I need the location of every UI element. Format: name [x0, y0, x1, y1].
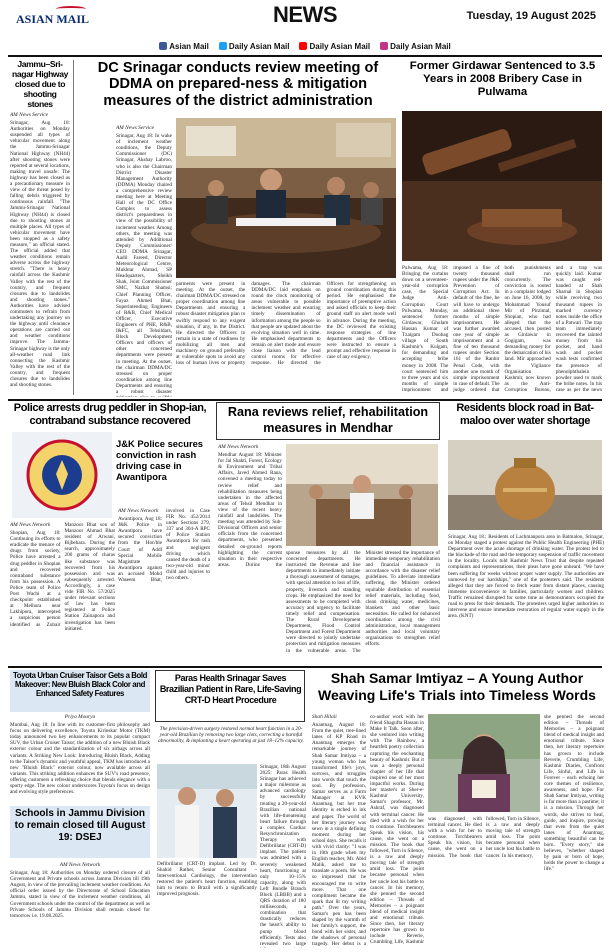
shah-headline: Shah Samar Imtiyaz – A Young Author Weaving Life's Trials into Timeless Words: [318, 670, 596, 703]
girdawar-photo: [402, 111, 602, 261]
toyota-headline-box: [10, 670, 150, 712]
top-section-rule: [8, 399, 602, 401]
lead-text-continued: parments were present in meeting. At the outset, the chairman DDMA/DC stressed on proper coordination among line Departments and ensuring a robust disaster mitigation plan to swiftly respond to any exigent situation, if any, in the District. He directed the Officers to remain in a state of readiness by mobilizing all men and machinery on ground preferably at vulnerable spots to avoid any loss of human lives or property damages. The chairman DDMA/DC laid emphasis on round the clock monitoring of areas vulnerable to possible inclement weather and ensuring timely dissemination of information among the people so that people are updated about the evolving situation well in time. He emphasised departments to remain on alert mode and ensure close liaison with the lead control rooms for effective response. He directed the Officers for strengthening on ground coordination during this period. He emphasised the importance of preemptive action and asked officials to keep their ground staff on alert mode well in advance. During the meeting, the DC reviewed the existing response strategies of line departments and the Officers were instructed to ensure a prompt and effective response in case of any exigency.: [176, 281, 396, 367]
avantipora-headline: J&K Police secures conviction in rash driving case in Awantipora: [116, 438, 204, 482]
gavel-photo: [402, 111, 602, 261]
schools-headline-box: [10, 806, 150, 858]
lead-headline: DC Srinagar conducts review meeting of DDMA on prepared-ness & mitigation measures of the district administration: [97, 60, 379, 109]
police-logo-photo: [12, 432, 112, 518]
youtube-icon: [299, 42, 307, 50]
highway-text: Srinagar, Aug 18: Authorities on Monday suspended all types of vehicular movement along the Jammu-Srinagar National Highway (NH44) after shooting stones were reported at several locations, making travel unsafe. The highway has been closed as a precautionary measure in view of the threat posed by falling debris triggered by continuous rainfall. "The Jammu-Srinagar National Highway (NH44) is closed due to shooting stones at multiple places. All types of vehicular movement have been stopped as a safety measure," an official stated. The official added that weather conditions remain adverse across the highway stretch. "There is heavy rainfall across the Kashmir Valley with the rest of the country, and frequent closures due to landslides and shooting stones." Authorities have advised commuters to refrain from undertaking any journey on the highway until clearance operations are carried out and weather conditions improve. The Jammu-Srinagar highway is the only all-weather road link connecting the Kashmir Valley with the rest of the country, and frequent closures due to landslides and shooting stones.: [10, 120, 70, 389]
paras-caption: Defibrillator (CRT-D) implant. Led by Dr. Shahid Rather, Senior Consultant – Interventional Cardiology, the intervention restored the patient's heart function, enabling him to return to Brazil with a significantly improved prognosis.: [157, 861, 257, 898]
shopian-byline: AM News Network: [10, 522, 51, 528]
meeting-photo: [176, 118, 396, 278]
facebook-link[interactable]: Asian Mail: [159, 39, 209, 53]
batmaloo-text: Srinagar, Aug 18.: Residents of Lachmanpora area in Batmaloo, Srinagar, on Monday staged a protest against the Public Health Engineering (PHE) Department over the acute shortage of drinking water. The protest led to the blockade of the road and the temporary suspension of traffic movement in the locality. Locals told Kashmir News Trust that despite repeated complaints and representations, their pleas have gone unheard. "We have been suffering for weeks without proper water supply. The authorities are unmoved by our hardships," one of the protesters said. The residents alleged that they are forced to fetch water from distant places, causing immense inconvenience to families, particularly women and children. Traffic remained disrupted for some time as demonstrators occupied the road to press for their demands. The protesters urged higher authorities to intervene and ensure immediate restoration of regular water supply in the area. (KNT): [448, 534, 604, 620]
youtube-link[interactable]: Daily Asian Mail: [299, 39, 370, 53]
paras-headline-box: [155, 670, 305, 722]
water-pot-photo: [448, 440, 602, 530]
schools-body: [10, 862, 150, 948]
paras-photo: [157, 764, 257, 858]
facebook-icon: [159, 42, 167, 50]
mendhar-headline-box: [216, 402, 440, 440]
instagram-icon: [380, 42, 388, 50]
shopian-photo: [12, 432, 112, 518]
avantipora-text: Awantipora, Aug 18: J&K Police in Awantipora have secured conviction from the Hon'ble Court of Addl Special Mobile Magistrate Awantipora against an accused Mohd Waseem Bhat, involved in Case FIR No. 452/2014 under Sections 279, 337 and 304-A RPC of Police Station Awantipora for rash and negligent driving which caused the death of a two-year-old minor child and injuries to two others.: [118, 508, 210, 584]
logo-text: ASIAN MAIL: [16, 12, 90, 26]
mendhar-text-continued: sponse measures by all the concerned departments. He instructed the Revenue and line departments to immediately initiate a thorough assessment of damages, with special attention to loss of life, property, livestock and standing crops. He emphasized the need for assessments to be completed with accuracy and urgency to facilitate timely relief and compensation. The Rural Development Department, Flood Control Department and Forest Department were directed to jointly undertake protection and mitigation measures in the vulnerable areas. The Minister stressed the importance of immediate temporary rehabilitation and financial assistance in accordance with the disaster relief guidelines. To alleviate immediate suffering, the Minister ordered equitable distribution of essential relief materials, including food, clean drinking water, medicines, blankets and other basic necessities. He called for enhanced coordination among the civil administration, local management authorities and local voluntary organisations to strengthen relief efforts.: [286, 550, 440, 654]
schools-text: Srinagar, Aug 18: Authorities on Monday ordered closure of all Government and Private schools across Jammu Division till 19th August, in view of the prevailing inclement weather conditions. An official order issued by the Directorate of School Education Jammu, stated in view of the inclement weather conditions, all Government schools under the control of the department as well as Private Schools of Jammu Division shall remain closed for tomorrow i.e. 19.08.2025.: [10, 870, 150, 919]
mendhar-continuation: [286, 550, 440, 662]
paras-standfirst: The precision-driven surgery restored normal heart function in a 20-year-old Brazilian by removing two large clots, correcting a harmful abnormality, & implanting a heart operating at just 18–12% capacity.: [158, 726, 304, 745]
paras-headline: Paras Health Srinagar Saves Brazilian Patient in Rare, Life-Saving CRT-D Heart Procedure: [159, 673, 302, 705]
lead-photo: [176, 118, 396, 278]
highway-byline: AM News Service: [10, 112, 49, 118]
shah-photo: [428, 714, 540, 812]
shopian-headline: Police arrests drug peddler in Shop-ian, contraband substance recovered: [13, 402, 207, 427]
schools-byline: AM News Network: [59, 862, 101, 868]
mendhar-intro: [218, 444, 282, 566]
paras-body: [260, 764, 306, 948]
section-title: NEWS: [273, 2, 337, 27]
toyota-body: [10, 714, 150, 802]
lead-intro: [116, 125, 172, 397]
mendhar-byline: AM News Network: [218, 444, 259, 450]
batmaloo-headline: Residents block road in Bat-maloo over water shortage: [456, 402, 594, 427]
shah-final-column: [544, 714, 604, 948]
highway-body: [10, 112, 70, 400]
girdawar-headline-box: [400, 60, 605, 108]
author-portrait-photo: [428, 714, 540, 812]
schools-headline: Schools in Jammu Division to remain closed till August 19: DSEJ: [14, 808, 146, 843]
doctors-photo: [157, 764, 257, 858]
lead-byline: AM News Service: [116, 125, 155, 131]
toyota-text: Mumbai, Aug 18: In line with its customer-first philosophy and focus on delivering excellence, Toyota Kirloskar Motor (TKM) today announced two key enhancements to its popular compact SUV, the Urban Cruiser Taisor; the addition of a new Bluish Black exterior colour and the standardization of six airbags across all variants. A Striking New Look: Introducing Bluish Black, Adding to the Taisor's dynamic and youthful appeal, TKM has introduced a new "Bluish Black" exterior colour, now available across all variants. This striking addition enhances the SUV's road presence, offering customers a refreshing choice that blends elegance with a sporty edge. The new colour underscores Toyota's focus on design and evolving style preferences.: [10, 722, 150, 796]
mendhar-headline: Rana reviews relief, rehabilitation measures in Mendhar: [227, 405, 429, 435]
avantipora-byline: AM News Network: [118, 508, 159, 514]
mendhar-photo: [286, 444, 438, 546]
batmaloo-body: [448, 534, 604, 662]
issue-date: Tuesday, 19 August 2025: [466, 10, 596, 22]
lead-text: Srinagar, Aug 18: In wake of inclement weather conditions, the Deputy Commissioner (DC) Srinagar, Akshay Labroo, who is also the Chairman District Disaster Management Authority (DDMA) Monday chaired a comprehensive review meeting here at Meeting Hall of the DC Office Complex to assess district's preparedness in view of the possibility of inclement weather. Among others, the meeting was attended by Additional Deputy Commissioner/ CEO DDMA Srinagar, Aadil Fareed, Director Meteorological Centre, Mukhtar Ahmad, SP Headquarters, Sheikh Shah, Joint Commissioner SMC, Nazhat Shamsi; Chief Planning Officer, Fayaz Ahmed Bhat, Superintending Engineers of R&B, Chief Medical Officer, Executive Engineers of PHE, R&B, I&FC, all Tehsildars, Block Development Officers and officers of other concerned departments were present in meeting. At the outset, the chairman DDMA/DC stressed on proper coordination among line Departments and ensuring a robust disaster: [116, 133, 172, 396]
mendhar-text: Mendhar August 18: Minister for Jal Shakti, Forest, Ecology & Environment and Tribal Affairs, Javed Ahmed Rana, convened a meeting today to review relief and rehabilitation measures being undertaken in the affected areas of Tehsil Mendhar in view of the recent heavy rainfall and landslides. The meeting was attended by Sub-Divisional Officers and senior officials from the concerned departments, who presented detailed on-ground reports highlighting the current situation in their respective areas. During the: [218, 452, 282, 566]
middle-section-rule: [8, 666, 602, 668]
shah-text: Anantnag, August 18: From the quiet, tree-lined lanes of KP Road in Anantnag emerges the remarkable journey of Shah Samar Imtiyaz – a young woman who has transformed life's joys, sorrows, and struggles into words that touch the soul. By profession, Samar serves as a Farm Manager at KVK Anantnag, but her true identity is etched in ink and paper. The world of her literary journey was sewn in a single defining moment during her school days. She recalls it with vivid clarity: "I was in 10th grade when my English teacher, Mr. Abid Malik, asked me to translate a poem. He was so impressed that he encouraged me to write more. That one compliment became the spark that lit my writing path." Over the years, Samar's pen has been shaped by the warmth of her family's support, the bond with her sister, and the shadows of personal tragedy. Her debut is a co-author work with her friend Shagufta Hassan in Make It Talk. Soon after, she ventured into writing with The Rainbow, a heartfelt poetry collection capturing the enchanting beauty of Kashmir. But it was a deeply personal chapter of her life that inspired one of her most impactful works. During her master's at Sher-e-Kashmir University, Samar's professor, Mr. Ashraf, was diagnosed with terminal cancer. He died with a wish for her to continue. Torchbearers Speak his vision, his cause, she went on a mission. The book that followed, Torn in Silence, is a raw and deeply moving tale of strength amid loss. The point became personal when her uncle lost his battle to cancer. In his memory, she penned the second edition – Threads of Memories – a poignant blend of medical insight and emotional tribute. Since then, her literary repertoire has grown to include Reverie, Crumbling Life, Kashmir: [312, 714, 424, 948]
masthead-rule: [8, 55, 602, 57]
twitter-icon: [219, 42, 227, 50]
highway-headline: Jammu–Sri-nagar Highway closed due to shooting stones: [12, 59, 68, 109]
girdawar-headline: Former Girdawar Sentenced to 3.5 Years in 2008 Bribery Case in Pulwama: [409, 60, 596, 98]
instagram-link[interactable]: Daily Asian Mail: [380, 39, 451, 53]
lead-continuation: [176, 281, 396, 397]
shah-intro: [312, 714, 424, 948]
shah-text-final: she penned the second edition – Threads of Memories – a poignant blend of medical insight and emotional tribute. Since then, her literary repertoire has grown to include Reverie, Crumbling Life, Kashmir Diaries, Confront Life, Sinful, and Life in Forever – each echoing her core themes of resilience, awareness, and hope. For Shah Samar Imtiyaz, writing is far more than a pastime; it is a mission. Through her words, she strives to heal, guide, and inspire, proving that even from the quiet lanes of Anantnag, something beautiful can be born. "Every story," she believes, "whether shaped by pain or born of hope, holds the power to change a life.": [544, 714, 604, 873]
left-column-divider: [73, 60, 74, 395]
shah-text-continued: was diagnosed with terminal cancer. He died with a wish for her to continue. Torchbearers Speak his vision, his cause, she went on a mission. The book that followed, Torn in Silence, is a raw and deeply moving tale of strength amid loss. The point became personal when her uncle lost his battle to cancer. In his memory,: [428, 816, 540, 859]
batmaloo-photo: [448, 440, 602, 530]
social-bar: [0, 39, 610, 53]
shah-byline: Shah Hilali: [312, 714, 337, 720]
shopian-text: Shopian, Aug 18: Continuing its efforts to eradicate the menace of drugs from society, Police have arrested a drug peddler in Shopian and recovered contraband substance from his possession. A Police team of Police Post Wachi at a checkpoint established at Melhura near Lakhipora, intercepted a suspicious person identified as Zubair Manzoor Bhat son of Manzoor Ahmad Bhat resident of Arwani, Bijbehara. During the search, approximately 200 grams of charas like substance was recovered from his possession and was subsequently arrested. Accordingly, a case vide FIR No. 57/2025 under relevant sections of law has been registered at Police Station Zainapora and investigation has been initiated.: [10, 522, 115, 632]
avantipora-body: [118, 508, 210, 662]
toyota-headline: Toyota Urban Cruiser Taisor Gets a Bold Makeover: New Bluish Black Color and Enhanced Safety Features: [12, 671, 147, 698]
minister-meeting-photo: [286, 444, 438, 546]
girdawar-body: [402, 265, 602, 397]
toyota-byline: Priya Mourya: [64, 714, 96, 720]
girdawar-text: Pulwama, Aug 18: Bringing the curtains down on a seventeen-year-old corruption case, the Special Judge Anti-Corruption Court Pulwama, Monday, sentenced former Girdawar, Ghulam Hassan Kumar of Tzaigam Doobag village of South Kashmir's Kulgam, for demanding and accepting bribe money in 2008. The court sentenced him to three years and six months of simple imprisonment and imposed a fine of twenty thousand rupees under the J&K Prevention of Corruption Act. In default of the fine, he will have to undergo an additional three months of simple imprisonment. He was further awarded one year of simple imprisonment and a fine of ten thousand rupees under Section 161 of the Ranbir Penal Code, with another one month of simple imprisonment in case of default. The judge ordered that both punishments shall run concurrently. The conviction is rooted in a complaint lodged on June 16, 2008, by Mohammad Yousuf Mir of Pirzimal, Shopian, who had alleged that the accused, then posted as Girdawar in Gogigam, was demanding money for the demarcation of his land. Mir approached the Vigilance Organisation Kashmir, now known as the Anti-Corruption Bureau, and a trap was quickly laid. Kumar was caught red-handed at Shah Sharnal in Shopian while receiving two thousand rupees in marked currency notes inside the office of a Patwari. The trap team immediately recovered the tainted money from his pocket, and hand wash and pocket wash tests confirmed the presence of phenolphthalein powder used to mark the bribe notes. In his case as per the news: [402, 265, 602, 393]
masthead: [0, 0, 610, 58]
paras-text: Srinagar, 18th August 2025: Paras Health Srinagar has achieved a major milestone as advanced cardiology by successfully treating a 20-year-old Brazilian national with life-threatening heart failure through a complex Cardiac Resynchronization Therapy with Defibrillator (CRT-D) implant. The patient was admitted with a severely weakened heart, functioning at only 10–15% capacity, along with Left Bundle Branch Block (LBBB) and a QRS duration of 180 milliseconds, a combination that drastically reduces the heart's ability to pump blood efficiently. Tests also revealed two large: [260, 764, 306, 947]
twitter-link[interactable]: Daily Asian Mail: [219, 39, 290, 53]
shah-continuation: [428, 816, 540, 948]
shopian-body: [10, 522, 115, 662]
